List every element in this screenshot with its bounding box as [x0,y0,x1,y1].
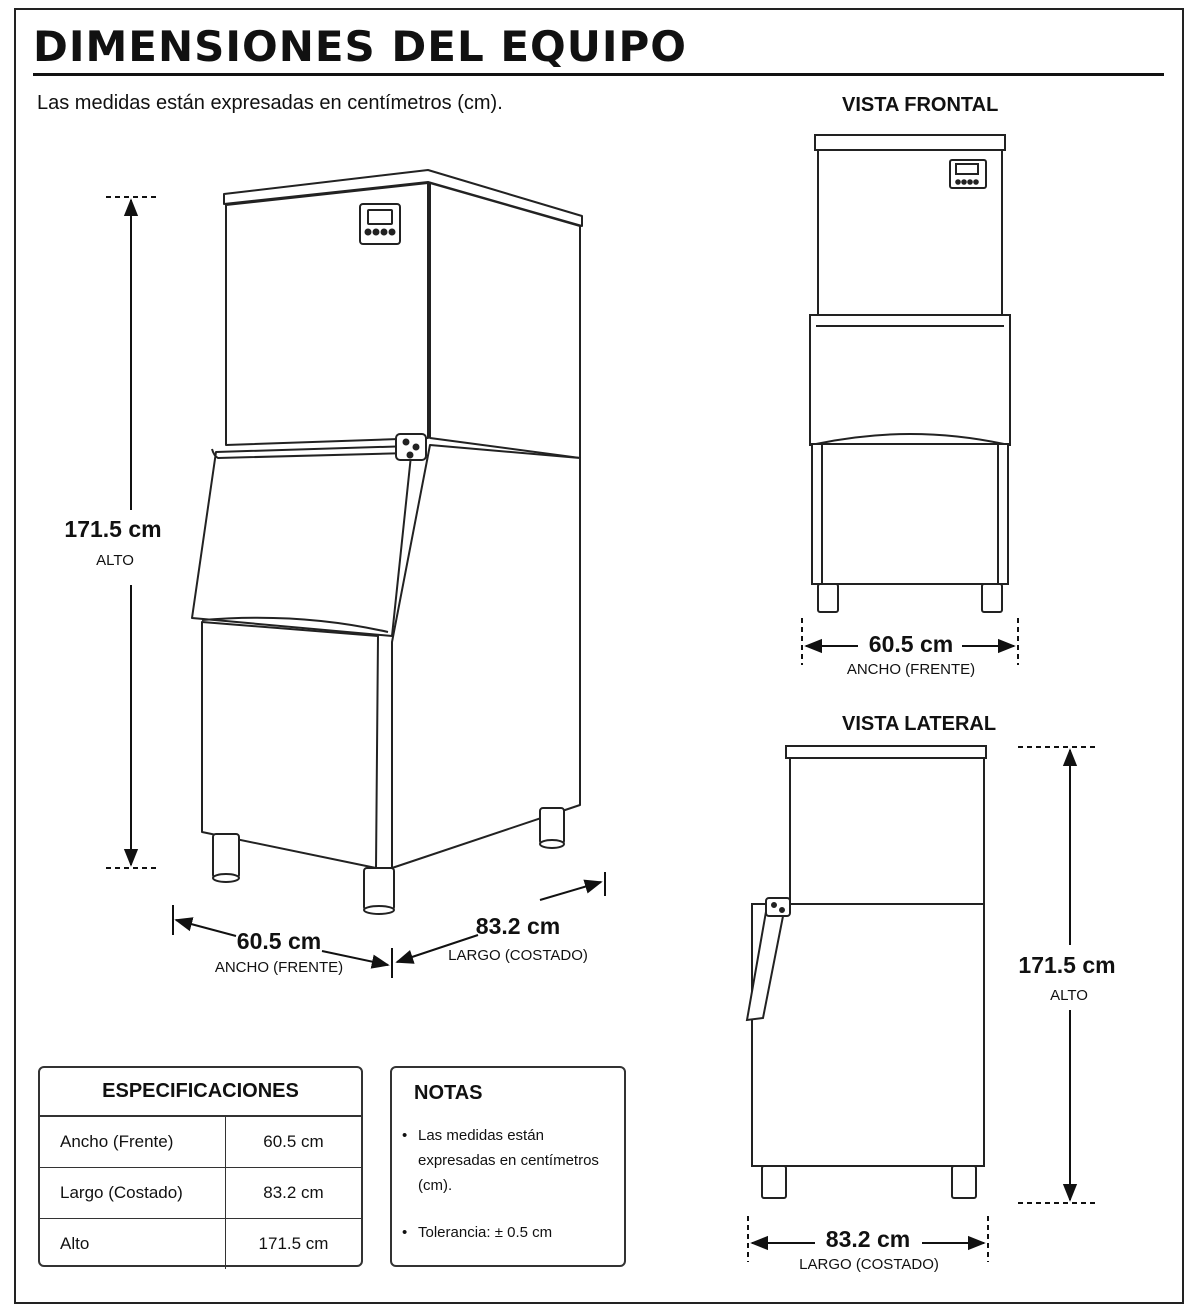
iso-depth-value: 83.2 cm [475,913,561,939]
iso-width-label: ANCHO (FRENTE) [214,959,344,976]
side-leg [762,1166,786,1198]
front-width-label: ANCHO (FRENTE) [846,661,976,678]
list-item: • Tolerancia: ± 0.5 cm [414,1220,602,1245]
side-upper-body [790,758,984,904]
side-depth-value: 83.2 cm [825,1226,911,1252]
iso-height-label: ALTO [96,552,134,569]
side-top [786,746,986,758]
page-subtitle: Las medidas están expresadas en centímetros (cm). [37,92,503,114]
iso-height-value: 171.5 cm [64,516,162,542]
iso-leg [364,868,394,910]
front-lower-body [812,444,1008,584]
front-view-title: VISTA FRONTAL [842,94,999,116]
table-row [40,1117,361,1168]
side-lower-body [752,904,984,1166]
side-view-machine [747,746,986,1198]
specifications-box [38,1066,363,1267]
spec-label: Ancho (Frente) [40,1117,226,1168]
side-depth-label: LARGO (COSTADO) [799,1256,939,1273]
isometric-machine [192,170,582,914]
iso-width-value: 60.5 cm [236,928,322,954]
side-height-label: ALTO [1050,987,1088,1004]
side-hinge [766,898,790,916]
iso-upper-side [430,183,580,458]
iso-lower-side [392,445,580,868]
side-view-title: VISTA LATERAL [842,713,997,735]
iso-lower-front [202,622,378,868]
table-row [40,1219,361,1270]
front-leg [818,584,838,612]
iso-leg [213,834,239,878]
spec-label: Alto [40,1219,226,1270]
iso-depth-label: LARGO (COSTADO) [448,947,588,964]
spec-value: 60.5 cm [263,1132,324,1151]
table-row [40,1168,361,1219]
front-bin-door [810,315,1010,445]
notes-box [390,1066,626,1267]
spec-value: 83.2 cm [226,1168,362,1219]
front-view-machine [810,135,1010,612]
iso-leg [540,808,564,844]
side-height-value: 171.5 cm [1018,952,1116,978]
front-top [815,135,1005,150]
front-width-value: 60.5 cm [868,631,954,657]
spec-value: 171.5 cm [226,1219,362,1270]
side-leg [952,1166,976,1198]
list-item: • Las medidas están expresadas en centímetros (cm). [414,1123,602,1198]
front-leg [982,584,1002,612]
spec-label: Largo (Costado) [40,1168,226,1219]
iso-bin-door [192,446,412,636]
page-title: DIMENSIONES DEL EQUIPO [33,22,687,71]
specifications-table [40,1117,361,1269]
notes-title: NOTAS [414,1082,483,1104]
notes-list [414,1123,602,1245]
specifications-title: ESPECIFICACIONES [40,1068,361,1117]
